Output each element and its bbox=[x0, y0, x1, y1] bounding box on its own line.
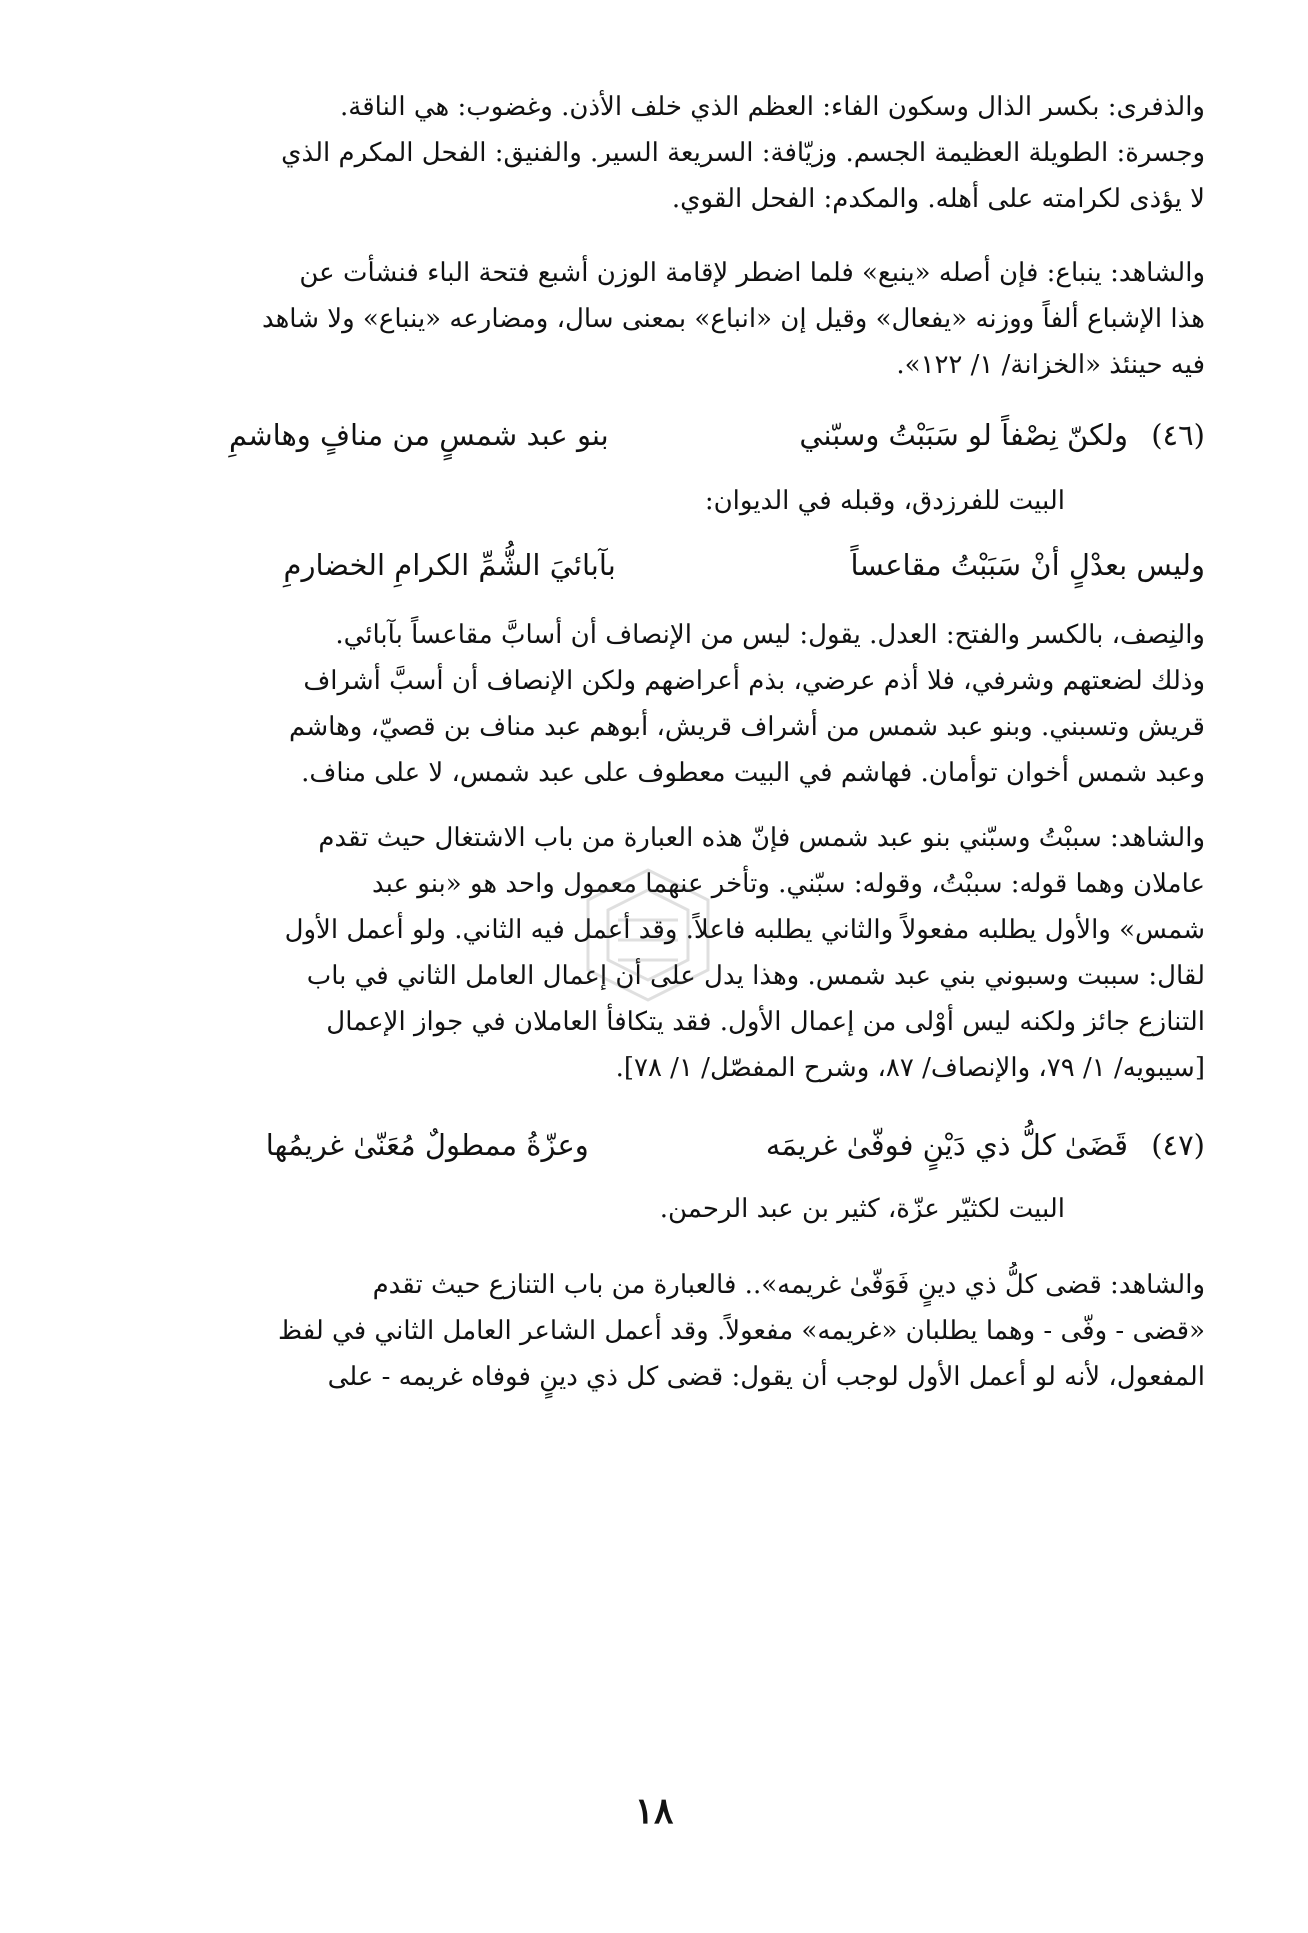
paragraph-explanation bbox=[115, 612, 1205, 796]
verse-second-hemistich: بنو عبد شمسٍ من منافٍ وهاشمِ bbox=[229, 418, 609, 452]
verse-number: (٤٦) bbox=[1151, 418, 1205, 452]
paragraph-shahid-3 bbox=[115, 1262, 1205, 1400]
text-line: والذفرى: بكسر الذال وسكون الفاء: العظم الذي خلف الأذن. وغضوب: هي الناقة. bbox=[340, 92, 1205, 122]
text-line: قريش وتسبني. وبنو عبد شمس من أشراف قريش، أبوهم عبد مناف بن قصيّ، وهاشم bbox=[289, 712, 1205, 742]
text-line: وعبد شمس أخوان توأمان. فهاشم في البيت معطوف على عبد شمس، لا على مناف. bbox=[301, 758, 1205, 788]
library-seal-watermark bbox=[548, 860, 748, 1010]
text-line: وذلك لضعتهم وشرفي، فلا أذم عرضي، بذم أعراضهم ولكن الإنصاف أن أسبَّ أشراف bbox=[303, 666, 1205, 696]
text-line: والشاهد: قضى كلُّ ذي دينٍ فَوَفّىٰ غريمه».. فالعبارة من باب التنازع حيث تقدم bbox=[372, 1270, 1205, 1300]
text-line: والشاهد: سببْتُ وسبّني بنو عبد شمس فإنّ هذه العبارة من باب الاشتغال حيث تقدم bbox=[318, 823, 1205, 853]
verse-46-preceding bbox=[115, 540, 1205, 590]
note-46 bbox=[115, 478, 1205, 524]
text-line: وجسرة: الطويلة العظيمة الجسم. وزيّافة: السريعة السير. والفنيق: الفحل المكرم الذي bbox=[281, 138, 1205, 168]
verse-first-hemistich: وليس بعدْلٍ أنْ سَبَبْتُ مقاعساً bbox=[850, 548, 1205, 582]
verse-47 bbox=[115, 1120, 1205, 1170]
verse-first-hemistich: قَضَىٰ كلُّ ذي دَيْنٍ فوفّىٰ غريمَه bbox=[765, 1128, 1128, 1162]
verse-second-hemistich: وعزّةُ ممطولٌ مُعَنّىٰ غريمُها bbox=[265, 1128, 589, 1162]
text-line: «قضى - وفّى - وهما يطلبان «غريمه» مفعولاً. وقد أعمل الشاعر العامل الثاني في لفظ bbox=[278, 1316, 1205, 1346]
text-line: لقال: سببت وسبوني بني عبد شمس. وهذا يدل على أن إعمال العامل الثاني في باب bbox=[306, 961, 1205, 991]
text-line: [سيبويه/ ١/ ٧٩، والإنصاف/ ٨٧، وشرح المفصّل/ ١/ ٧٨]. bbox=[615, 1053, 1205, 1083]
verse-first-hemistich: ولكنّ نِصْفاً لو سَبَبْتُ وسبّني bbox=[799, 418, 1128, 452]
text-line: البيت لكثيّر عزّة، كثير بن عبد الرحمن. bbox=[659, 1194, 1065, 1224]
text-line: التنازع جائز ولكنه ليس أوْلى من إعمال الأول. فقد يتكافأ العاملان في جواز الإعمال bbox=[326, 1007, 1205, 1037]
text-line: عاملان وهما قوله: سببْتُ، وقوله: سبّني. وتأخر عنهما معمول واحد هو «بنو عبد bbox=[371, 869, 1205, 899]
verse-number: (٤٧) bbox=[1151, 1128, 1205, 1162]
text-line: فيه حينئذ «الخزانة/ ١/ ١٢٢». bbox=[896, 350, 1205, 380]
text-line: هذا الإشباع ألفاً ووزنه «يفعال» وقيل إن «انباع» بمعنى سال، ومضارعه «ينباع» ولا شاهد bbox=[261, 304, 1205, 334]
paragraph-shahid-1 bbox=[115, 250, 1205, 388]
text-line: البيت للفرزدق، وقبله في الديوان: bbox=[704, 486, 1065, 516]
text-line: لا يؤذى لكرامته على أهله. والمكدم: الفحل القوي. bbox=[671, 184, 1205, 214]
verse-second-hemistich: بآبائيَ الشُّمِّ الكرامِ الخضارمِ bbox=[283, 548, 616, 582]
verse-46 bbox=[115, 410, 1205, 460]
page-number: ١٨ bbox=[634, 1790, 674, 1832]
text-line: المفعول، لأنه لو أعمل الأول لوجب أن يقول: قضى كل ذي دينٍ فوفاه غريمه - على bbox=[327, 1362, 1205, 1392]
paragraph-definitions bbox=[115, 84, 1205, 222]
text-line: شمس» والأول يطلبه مفعولاً والثاني يطلبه فاعلاً. وقد أعمل فيه الثاني. ولو أعمل الأول bbox=[284, 915, 1205, 945]
text-line: والشاهد: ينباع: فإن أصله «ينبع» فلما اضطر لإقامة الوزن أشبع فتحة الباء فنشأت عن bbox=[299, 258, 1205, 288]
text-line: والنِصف، بالكسر والفتح: العدل. يقول: ليس من الإنصاف أن أسابَّ مقاعساً بآبائي. bbox=[335, 620, 1205, 650]
note-47 bbox=[115, 1186, 1205, 1232]
